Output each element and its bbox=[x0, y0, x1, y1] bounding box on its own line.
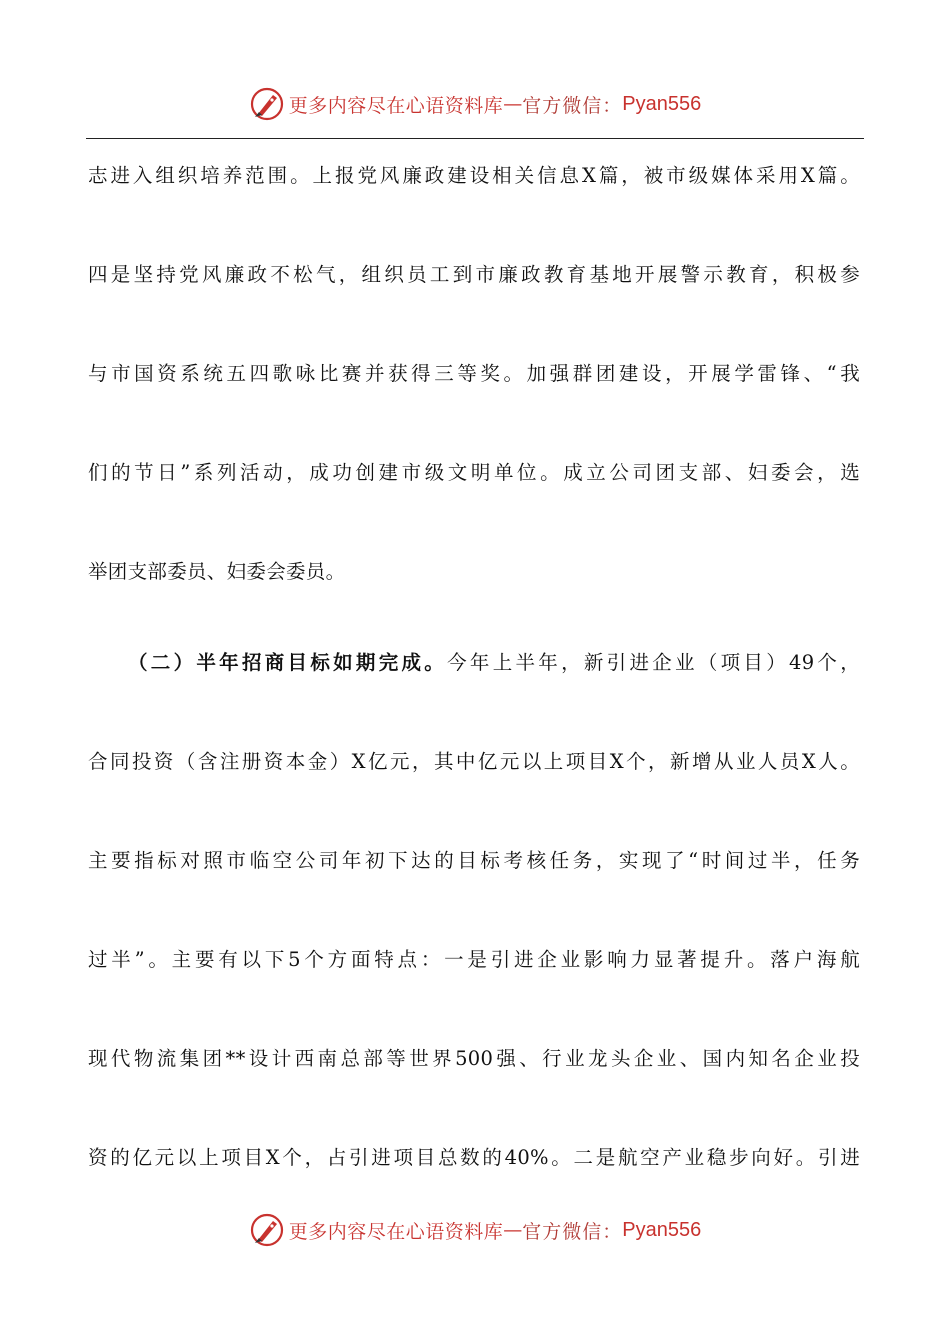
footer-brand-text: 更多内容尽在心语资料库 bbox=[288, 1220, 504, 1243]
section-2-line-4: 过半”。主要有以下5个方面特点：一是引进企业影响力显著提升。落户海航 bbox=[88, 948, 860, 971]
banner-wechat-label: 官方微信： bbox=[522, 94, 623, 117]
body-line-2: 四是坚持党风廉政不松气，组织员工到市廉政教育基地开展警示教育，积极参 bbox=[88, 263, 860, 286]
section-2-line-2: 合同投资（含注册资本金）X亿元，其中亿元以上项目X个，新增从业人员X人。 bbox=[88, 750, 860, 773]
body-line-5: 举团支部委员、妇委会委员。 bbox=[88, 560, 346, 583]
section-2-line-3: 主要指标对照市临空公司年初下达的目标考核任务，实现了“时间过半，任务 bbox=[88, 849, 860, 872]
section-2-line-5: 现代物流集团**设计西南总部等世界500强、行业龙头企业、国内知名企业投 bbox=[88, 1047, 860, 1070]
footer-wechat-label: 官方微信： bbox=[522, 1220, 623, 1243]
body-line-1: 志进入组织培养范围。上报党风廉政建设相关信息X篇，被市级媒体采用X篇。 bbox=[88, 164, 860, 187]
footer-wechat-id: Pyan556 bbox=[622, 1218, 702, 1241]
footer-banner bbox=[0, 1208, 950, 1252]
section-2-heading: （二）半年招商目标如期完成。 bbox=[128, 651, 448, 674]
banner-separator: — bbox=[503, 93, 523, 115]
pen-nib-logo-icon bbox=[249, 1212, 285, 1248]
body-line-4: 们的节日”系列活动，成功创建市级文明单位。成立公司团支部、妇委会，选 bbox=[88, 461, 860, 484]
header-divider bbox=[86, 138, 864, 139]
body-line-3: 与市国资系统五四歌咏比赛并获得三等奖。加强群团建设，开展学雷锋、“我 bbox=[88, 362, 860, 385]
banner-wechat-id: Pyan556 bbox=[622, 92, 702, 115]
section-2-first-line bbox=[128, 647, 860, 675]
section-2-first-line-text: 今年上半年，新引进企业（项目）49个， bbox=[447, 651, 861, 674]
header-banner bbox=[0, 82, 950, 126]
pen-nib-logo-icon bbox=[249, 86, 285, 122]
footer-separator: — bbox=[503, 1219, 523, 1241]
banner-brand-text: 更多内容尽在心语资料库 bbox=[288, 94, 504, 117]
section-2-line-6: 资的亿元以上项目X个，占引进项目总数的40%。二是航空产业稳步向好。引进 bbox=[88, 1146, 860, 1169]
